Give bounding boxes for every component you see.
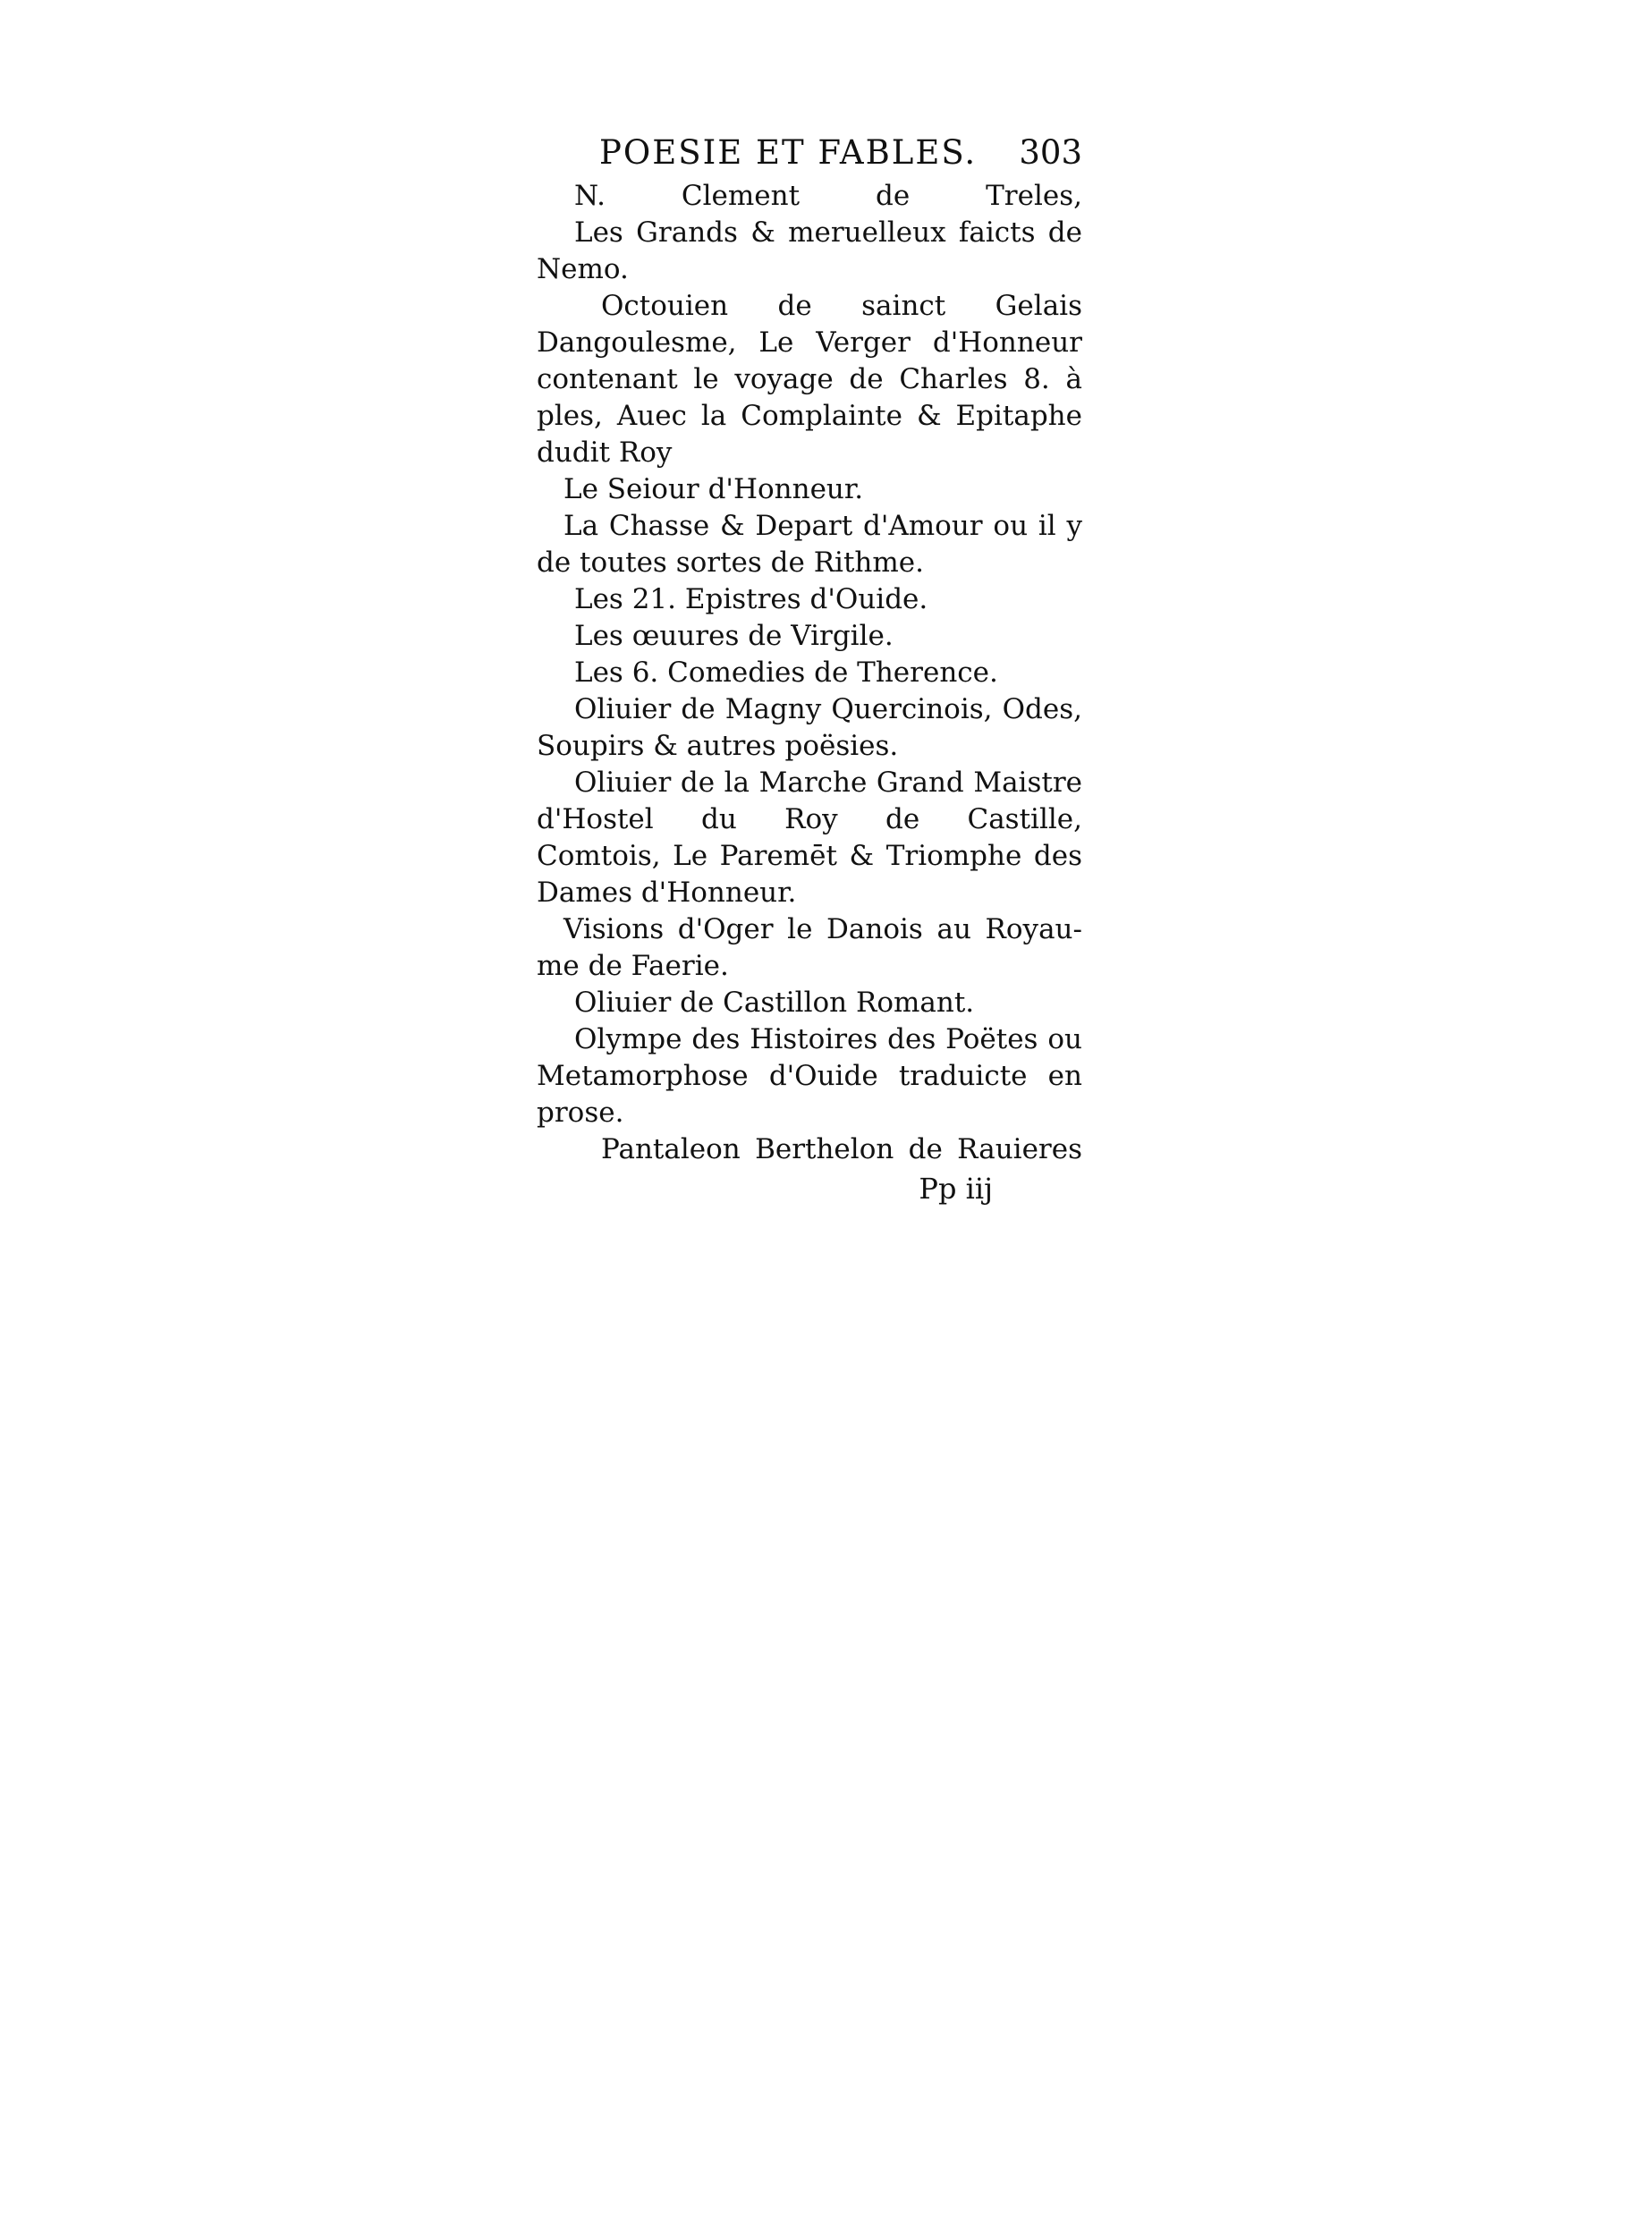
text-line: Le Seiour d'Honneur. xyxy=(563,473,864,505)
text-line: de toutes sortes de Rithme. xyxy=(537,546,924,579)
text-line: N. Clement de Treles, xyxy=(574,180,1082,212)
text-line: Oliuier de la Marche Grand Maistre xyxy=(574,767,1082,799)
text-line: Octouien de sainct Gelais xyxy=(601,290,1082,322)
catalog-entries xyxy=(537,178,1082,1168)
text-line: Nemo. xyxy=(537,253,629,285)
signature-line xyxy=(537,1168,1082,1209)
text-line: contenant le voyage de Charles 8. à xyxy=(537,363,1082,395)
running-title: POESIE ET FABLES. xyxy=(599,133,978,172)
text-line: Les Grands & meruelleux faicts de xyxy=(574,216,1082,249)
signature-mark: Pp iij xyxy=(919,1172,993,1206)
text-block xyxy=(537,130,1082,1209)
text-line: Oliuier de Castillon Romant. xyxy=(574,987,975,1019)
text-line: Olympe des Histoires des Poëtes ou xyxy=(574,1023,1082,1055)
running-head xyxy=(537,130,1082,176)
text-line: me de Faerie. xyxy=(537,950,729,982)
text-line: Soupirs & autres poësies. xyxy=(537,730,899,762)
text-line: Les 21. Epistres d'Ouide. xyxy=(574,583,928,615)
text-line: Pantaleon Berthelon de Rauieres xyxy=(601,1133,1082,1165)
text-line: Oliuier de Magny Quercinois, Odes, xyxy=(574,693,1082,725)
text-line: La Chasse & Depart d'Amour ou il y xyxy=(563,510,1082,542)
text-line: prose. xyxy=(537,1097,624,1129)
text-line: Metamorphose d'Ouide traduicte en xyxy=(537,1060,1082,1092)
text-line: Visions d'Oger le Danois au Royau- xyxy=(563,913,1082,945)
text-line: d'Hostel du Roy de Castille, xyxy=(537,803,1082,835)
text-line: Comtois, Le Paremēt & Triomphe des xyxy=(537,840,1082,872)
text-line: Les 6. Comedies de Therence. xyxy=(574,656,998,689)
page-number: 303 xyxy=(1019,133,1082,172)
text-line: Dames d'Honneur. xyxy=(537,877,797,909)
text-line: dudit Roy xyxy=(537,436,673,469)
text-line: Les œuures de Virgile. xyxy=(574,620,894,652)
text-line: ples, Auec la Complainte & Epitaphe xyxy=(537,400,1082,432)
text-line: Dangoulesme, Le Verger d'Honneur xyxy=(537,326,1082,359)
